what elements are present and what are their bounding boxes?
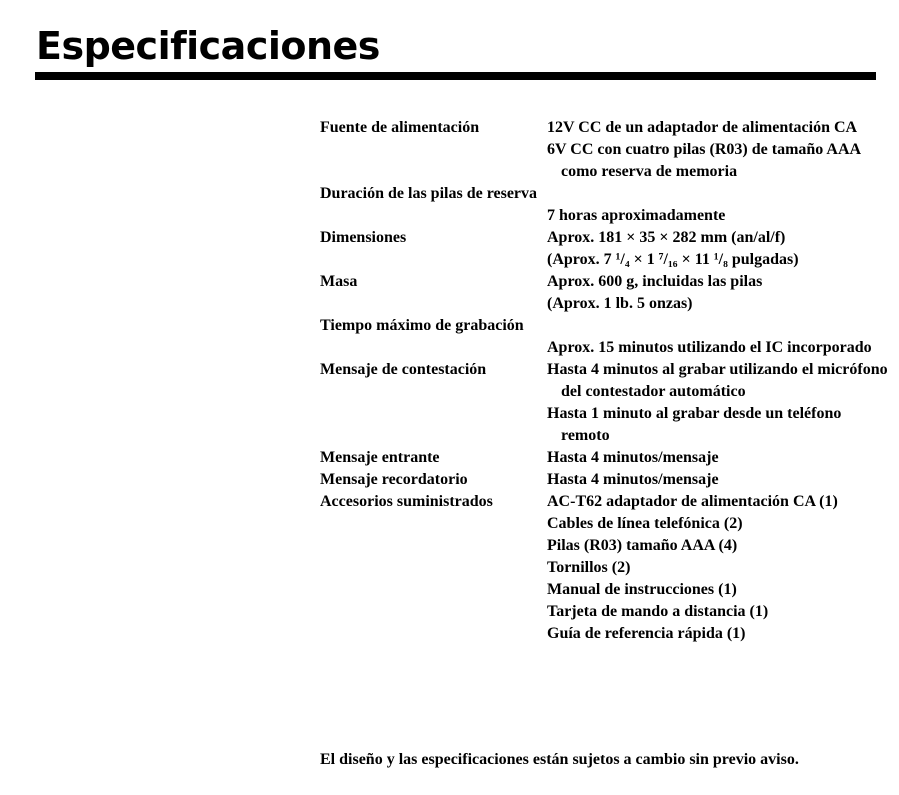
spec-row	[320, 183, 890, 227]
spec-value: Tornillos (2)	[547, 559, 631, 576]
spec-row	[320, 491, 890, 645]
spec-row	[320, 469, 890, 491]
spec-value: (Aprox. 1 lb. 5 onzas)	[547, 295, 693, 312]
spec-values	[547, 337, 890, 359]
page-title: Especificaciones	[36, 24, 380, 68]
spec-row	[320, 359, 890, 447]
disclaimer-note: El diseño y las especificaciones están sujetos a cambio sin previo aviso.	[320, 751, 799, 768]
spec-values	[547, 359, 890, 447]
spec-value: 6V CC con cuatro pilas (R03) de tamaño AAA como reserva de memoria	[547, 141, 861, 180]
spec-label: Duración de las pilas de reserva	[320, 185, 538, 202]
spec-label: Dimensiones	[320, 229, 407, 246]
spec-value: Aprox. 15 minutos utilizando el IC incorporado	[547, 339, 872, 356]
specifications-list	[320, 117, 890, 645]
spec-row	[320, 447, 890, 469]
spec-row	[320, 227, 890, 271]
spec-value: Manual de instrucciones (1)	[547, 581, 737, 598]
spec-value: Cables de línea telefónica (2)	[547, 515, 743, 532]
spec-row	[320, 271, 890, 315]
spec-value: AC-T62 adaptador de alimentación CA (1)	[547, 493, 838, 510]
spec-value: Hasta 4 minutos al grabar utilizando el micrófono del contestador automático	[547, 361, 888, 400]
spec-value: Aprox. 181 × 35 × 282 mm (an/al/f)	[547, 229, 786, 246]
spec-value: (Aprox. 7 ¹/₄ × 1 ⁷/₁₆ × 11 ¹/₈ pulgadas)	[547, 251, 799, 268]
spec-label: Mensaje entrante	[320, 449, 440, 466]
spec-value: Hasta 4 minutos/mensaje	[547, 471, 719, 488]
spec-label: Tiempo máximo de grabación	[320, 317, 524, 334]
spec-values	[547, 447, 890, 469]
spec-values	[547, 227, 890, 271]
spec-values	[547, 271, 890, 315]
spec-value: 7 horas aproximadamente	[547, 207, 726, 224]
spec-label: Mensaje recordatorio	[320, 471, 468, 488]
spec-label: Mensaje de contestación	[320, 361, 487, 378]
spec-value: Hasta 4 minutos/mensaje	[547, 449, 719, 466]
spec-label: Fuente de alimentación	[320, 119, 480, 136]
spec-value: Pilas (R03) tamaño AAA (4)	[547, 537, 738, 554]
spec-value: Hasta 1 minuto al grabar desde un teléfono remoto	[547, 405, 842, 444]
spec-label: Masa	[320, 273, 358, 290]
spec-value: 12V CC de un adaptador de alimentación CA	[547, 119, 858, 136]
spec-values	[547, 205, 890, 227]
title-underline-rule	[35, 72, 876, 80]
spec-values	[547, 469, 890, 491]
spec-value: Tarjeta de mando a distancia (1)	[547, 603, 769, 620]
spec-value: Guía de referencia rápida (1)	[547, 625, 746, 642]
spec-row	[320, 117, 890, 183]
spec-label: Accesorios suministrados	[320, 493, 493, 510]
spec-value: Aprox. 600 g, incluidas las pilas	[547, 273, 763, 290]
spec-values	[547, 491, 890, 645]
spec-values	[547, 117, 890, 183]
spec-row	[320, 315, 890, 359]
